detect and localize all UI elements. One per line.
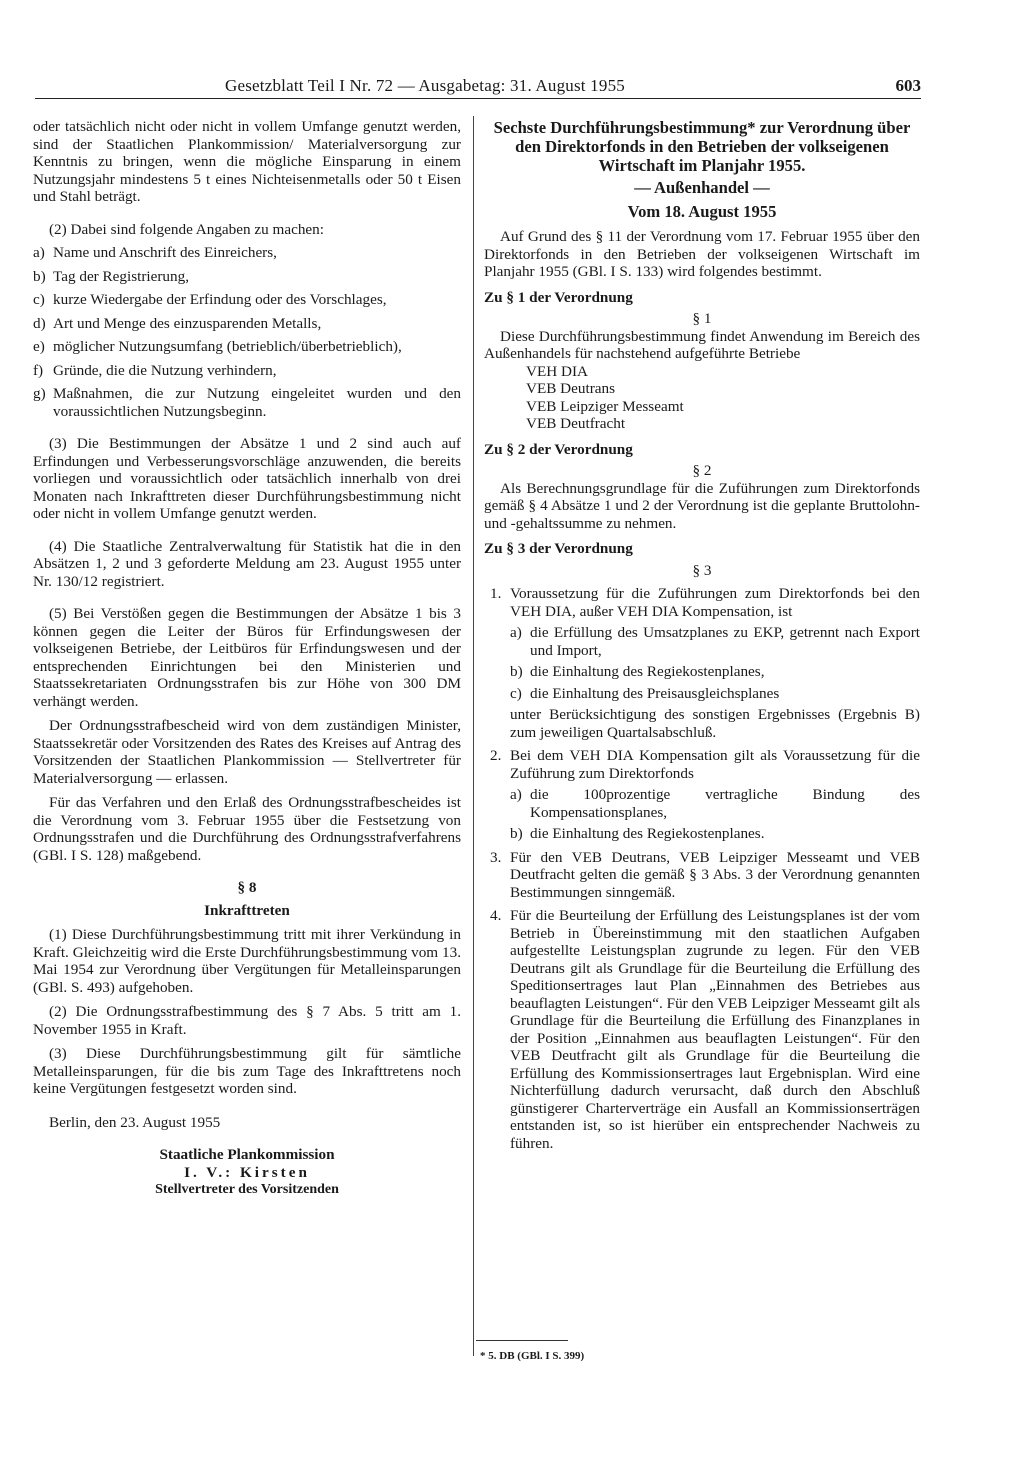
zu-section-1-heading: Zu § 1 der Verordnung bbox=[484, 288, 633, 306]
left-column bbox=[33, 118, 461, 1199]
list-item: f) Gründe, die die Nutzung verhindern, bbox=[33, 361, 277, 379]
list-item: a) die Erfüllung des Umsatzplanes zu EKP, getrennt nach Export und Import, bbox=[510, 624, 920, 659]
list-item: a) Name und Anschrift des Einreichers, bbox=[33, 244, 277, 261]
list-item: d) Art und Menge des einzusparenden Metalls, bbox=[33, 314, 322, 332]
item-1-tail: unter Berücksichtigung des sonstigen Ergebnisses (Ergebnis B) zum jeweiligen Quartalsabschluß. bbox=[510, 706, 920, 741]
paragraph-7: Für das Verfahren und den Erlaß des Ordnungsstrafbescheides ist die Verordnung vom 3. Februar 1955 über die Festsetzung von Ordnungsstrafen und die Durchführung des Ordnungsstrafverfahrens (GBl. I S. 128) maßgebend. bbox=[33, 794, 461, 864]
place-date: Berlin, den 23. August 1955 bbox=[49, 1113, 221, 1131]
list-item: VEB Deutfracht bbox=[526, 415, 626, 432]
zu-section-3-heading: Zu § 3 der Verordnung bbox=[484, 540, 633, 557]
column-divider bbox=[473, 116, 474, 1356]
section-8-title: Inkrafttreten bbox=[204, 901, 290, 919]
numbered-item-1: 1. Voraussetzung für die Zuführungen zum Direktorfonds bei den VEH DIA, außer VEH DIA Kompensation, ist a) die Erfüllung des Umsatzplanes zu EKP, getrennt nach Export und Import, b) die Einhaltung des Regiekostenplanes, c) die Einhaltung des Preisausgleichsplanes unter Berücksichtigung des sonstigen Ergebnisses (Ergebnis B) zum jeweiligen Quartalsabschluß. bbox=[490, 585, 920, 741]
list-item: VEB Deutrans bbox=[526, 380, 615, 397]
preamble: Auf Grund des § 11 der Verordnung vom 17. Februar 1955 über den Direktorfonds in den Betrieben der volkseigenen Wirtschaft im Planjahr 1955 (GBl. I S. 133) wird folgendes bestimmt. bbox=[484, 228, 920, 280]
section-1-number: § 1 bbox=[692, 310, 712, 327]
section-2-number: § 2 bbox=[692, 462, 712, 479]
section-8-paragraph-3: (3) Diese Durchführungsbestimmung gilt für sämtliche Metalleinsparungen, für die bis zum Tage des Inkrafttretens noch keine Vergütungen festgesetzt worden sind. bbox=[33, 1045, 461, 1097]
section-8-paragraph-2: (2) Die Ordnungsstrafbestimmung des § 7 Abs. 5 tritt am 1. November 1955 in Kraft. bbox=[33, 1003, 461, 1038]
header-title: Gesetzblatt Teil I Nr. 72 — Ausgabetag: 31. August 1955 bbox=[225, 76, 625, 95]
section-8-number: § 8 bbox=[237, 879, 257, 896]
numbered-item-3: 3. Für den VEB Deutrans, VEB Leipziger Messeamt und VEB Deutfracht gelten die gemäß § 3 Abs. 3 der Verordnung genannten Bestimmungen sinngemäß. bbox=[490, 848, 920, 901]
signatory-role: Stellvertreter des Vorsitzenden bbox=[155, 1182, 339, 1197]
document-title: Sechste Durchführungsbestimmung* zur Verordnung über den Direktorfonds in den Betrieben der volkseigenen Wirtschaft im Planjahr 1955. bbox=[493, 118, 911, 175]
section-2-text: Als Berechnungsgrundlage für die Zuführungen zum Direktorfonds gemäß § 4 Absätze 1 und 2 der Verordnung ist die geplante Bruttolohn- und -gehaltssumme zu nehmen. bbox=[484, 479, 920, 532]
list-item: c) die Einhaltung des Preisausgleichsplanes bbox=[510, 684, 780, 702]
section-3-number: § 3 bbox=[692, 561, 712, 579]
footnote: * 5. DB (GBl. I S. 399) bbox=[480, 1350, 585, 1362]
numbered-item-4: 4. Für die Beurteilung der Erfüllung des Leistungsplanes ist der vom Betrieb in Übereinstimmung mit den staatlichen Aufgaben aufgestellte Leistungsplan zugrunde zu legen. Für den VEB Deutrans gilt als Grundlage für die Beurteilung die Erfüllung des Speditionsertrages laut Plan „Einnahmen des Betriebes aus beauflagten Leistungen“. Für den VEB Leipziger Messeamt gilt als Grundlage für die Beurteilung die Erfüllung des Finanzplanes in der Position „Einnahmen aus beauflagten Leistungen“. Für den VEB Deutfracht gilt als Grundlage für die Beurteilung die Erfüllung des Kommissionsertrages laut Ergebnisplan. Wird eine Nichterfüllung dadurch verursacht, daß durch den Abschluß günstigerer Charterverträge ein Ausfall an Kommissionserträgen entstanden ist, so ist hierüber ein entsprechender Nachweis zu führen. bbox=[490, 907, 920, 1152]
intro-paragraph: oder tatsächlich nicht oder nicht in vollem Umfange genutzt werden, sind der Staatlichen Plankommission/ Materialversorgung zur Kenntnis zu bringen, wenn die mögliche Einsparung in einem Nutzungsjahr mindestens 5 t eines Nichteisenmetalls oder 50 t Eisen und Stahl beträgt. bbox=[33, 118, 461, 205]
signatory: I. V.: Kirsten bbox=[184, 1163, 310, 1181]
list-item: g) Maßnahmen, die zur Nutzung eingeleitet wurden und den voraussichtlichen Nutzungsbeginn. bbox=[33, 385, 461, 420]
document-date: Vom 18. August 1955 bbox=[627, 202, 777, 221]
section-8-paragraph-1: (1) Diese Durchführungsbestimmung tritt mit ihrer Verkündung in Kraft. Gleichzeitig wird die Erste Durchführungsbestimmung vom 13. Mai 1954 zur Verordnung über Vergütungen für Metalleinsparungen (GBl. S. 493) aufgehoben. bbox=[33, 926, 461, 996]
paragraph-3: (3) Die Bestimmungen der Absätze 1 und 2 sind auch auf Erfindungen und Verbesserungsvorschläge anzuwenden, die bereits vorliegen und voraussichtlich oder tatsächlich innerhalb von drei Monaten nach Inkrafttreten dieser Durchführungsbestimmung nicht oder nicht in vollem Umfange genutzt werden. bbox=[33, 435, 461, 522]
list-item: a) die 100prozentige vertragliche Bindung des Kompensationsplanes, bbox=[510, 786, 920, 821]
list-item: c) kurze Wiedergabe der Erfindung oder des Vorschlages, bbox=[33, 291, 387, 308]
footnote-rule bbox=[476, 1340, 568, 1341]
section-1-text: Diese Durchführungsbestimmung findet Anwendung im Bereich des Außenhandels für nachstehend aufgeführte Betriebe bbox=[484, 327, 920, 362]
paragraph-4: (4) Die Staatliche Zentralverwaltung für Statistik hat die in den Absätzen 1, 2 und 3 geforderte Meldung am 23. August 1955 unter Nr. 130/12 registriert. bbox=[33, 537, 461, 590]
signing-organisation: Staatliche Plankommission bbox=[159, 1146, 335, 1163]
list-item: b) die Einhaltung des Regiekostenplanes. bbox=[510, 825, 765, 842]
list-item: VEH DIA bbox=[526, 362, 589, 380]
paragraph-2-lead: (2) Dabei sind folgende Angaben zu machen: bbox=[49, 220, 324, 238]
zu-section-2-heading: Zu § 2 der Verordnung bbox=[484, 440, 633, 458]
list-item: e) möglicher Nutzungsumfang (betrieblich/überbetrieblich), bbox=[33, 338, 402, 355]
page-number: 603 bbox=[895, 76, 921, 95]
right-column bbox=[484, 118, 920, 1152]
list-item: VEB Leipziger Messeamt bbox=[526, 397, 684, 415]
list-item: b) Tag der Registrierung, bbox=[33, 267, 190, 285]
numbered-item-2: 2. Bei dem VEH DIA Kompensation gilt als Voraussetzung für die Zuführung zum Direktorfonds a) die 100prozentige vertragliche Bindung des Kompensationsplanes, b) die Einhaltung des Regiekostenplanes. bbox=[490, 747, 920, 842]
list-item: b) die Einhaltung des Regiekostenplanes, bbox=[510, 663, 765, 680]
firm-list bbox=[484, 363, 920, 433]
info-list bbox=[33, 244, 461, 420]
page-header bbox=[35, 76, 921, 99]
paragraph-6: Der Ordnungsstrafbescheid wird von dem zuständigen Minister, Staatssekretär oder Vorsitzenden des Rates des Kreises auf Antrag des Vorsitzenden der Staatlichen Plankommission — Stellvertreter für Materialversorgung — erlassen. bbox=[33, 717, 461, 787]
paragraph-5: (5) Bei Verstößen gegen die Bestimmungen der Absätze 1 bis 3 können gegen die Leiter der Büros für Erfindungswesen der volkseigenen Betriebe, der Leitbüros für Erfindungswesen und der entsprechenden Einrichtungen bei den Ministerien und Staatssekretariaten Ordnungsstrafen bis zur Höhe von 300 DM verhängt werden. bbox=[33, 605, 461, 710]
document-subtitle: — Außenhandel — bbox=[634, 178, 770, 197]
